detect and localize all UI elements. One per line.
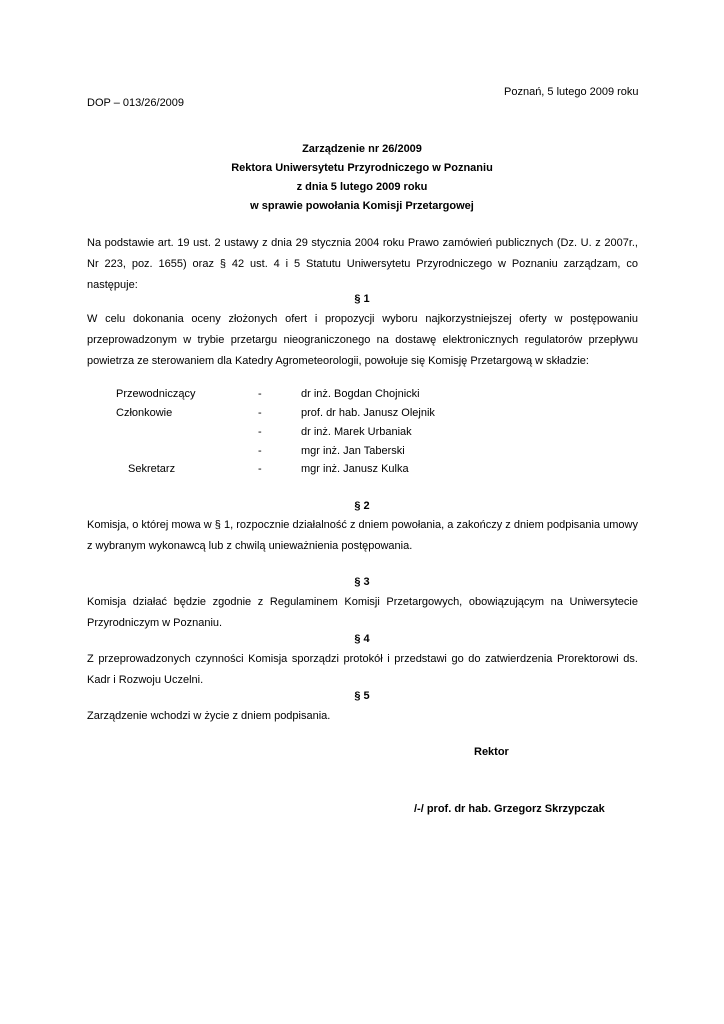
committee-member: dr inż. Marek Urbaniak (301, 426, 412, 438)
committee-role: Przewodniczący (116, 388, 196, 400)
section-1-heading: § 1 (354, 293, 370, 305)
section-2-line: z wybranym wykonawcą lub z chwilą unieważnienia postępowania. (87, 540, 413, 552)
section-1-line: przeprowadzonym w trybie przetargu nieograniczonego na dostawę elektronicznych regulatorów przepływu (87, 334, 638, 346)
committee-dash: - (258, 388, 262, 400)
section-5-heading: § 5 (354, 690, 370, 702)
section-2-heading: § 2 (354, 500, 370, 512)
section-3-text (87, 592, 638, 634)
committee-member: dr inż. Bogdan Chojnicki (301, 388, 420, 400)
committee-member: mgr inż. Janusz Kulka (301, 463, 409, 475)
preamble-line: następuje: (87, 279, 138, 291)
section-3-heading: § 3 (354, 576, 370, 588)
section-4-line: Kadr i Rozwoju Uczelni. (87, 674, 204, 686)
committee-role: Członkowie (116, 407, 173, 419)
committee-member: mgr inż. Jan Taberski (301, 445, 405, 457)
title-line-3: z dnia 5 lutego 2009 roku (296, 181, 428, 193)
section-5-text (87, 706, 638, 727)
committee-dash: - (258, 463, 262, 475)
section-1-line: W celu dokonania oceny złożonych ofert i propozycji wyboru najkorzystniejszej oferty w postępowaniu (87, 313, 638, 325)
place-date: Poznań, 5 lutego 2009 roku (504, 86, 639, 98)
section-1-text (87, 309, 638, 372)
committee-member: prof. dr hab. Janusz Olejnik (301, 407, 435, 419)
section-4-text (87, 649, 638, 691)
section-5-line: Zarządzenie wchodzi w życie z dniem podpisania. (87, 710, 331, 722)
committee-role: Sekretarz (128, 463, 176, 475)
section-2-text (87, 515, 638, 557)
section-4-heading: § 4 (354, 633, 370, 645)
section-3-line: Przyrodniczym w Poznaniu. (87, 617, 223, 629)
section-3-line: Komisja działać będzie zgodnie z Regulaminem Komisji Przetargowych, obowiązującym na Uniwersytecie (87, 596, 638, 608)
title-line-4: w sprawie powołania Komisji Przetargowej (250, 200, 474, 212)
title-line-1: Zarządzenie nr 26/2009 (302, 143, 422, 155)
section-1-line: powietrza ze sterowaniem dla Katedry Agrometeorologii, powołuje się Komisję Przetargową w składzie: (87, 355, 589, 367)
section-2-line: Komisja, o której mowa w § 1, rozpocznie działalność z dniem powołania, a zakończy z dniem podpisania umowy (87, 519, 638, 531)
committee-dash: - (258, 407, 262, 419)
title-line-2: Rektora Uniwersytetu Przyrodniczego w Poznaniu (231, 162, 493, 174)
signature-title: Rektor (474, 746, 509, 758)
preamble (87, 233, 638, 296)
preamble-line: Nr 223, poz. 1655) oraz § 42 ust. 4 i 5 Statutu Uniwersytetu Przyrodniczego w Poznaniu zarządzam, co (87, 258, 638, 270)
section-4-line: Z przeprowadzonych czynności Komisja sporządzi protokół i przedstawi go do zatwierdzenia Prorektorowi ds. (87, 653, 638, 665)
committee-dash: - (258, 445, 262, 457)
reference-number: DOP – 013/26/2009 (87, 97, 185, 109)
preamble-line: Na podstawie art. 19 ust. 2 ustawy z dnia 29 stycznia 2004 roku Prawo zamówień publicznych (Dz. U. z 2007r., (87, 237, 638, 249)
committee-dash: - (258, 426, 262, 438)
signature-name: /-/ prof. dr hab. Grzegorz Skrzypczak (414, 803, 605, 815)
